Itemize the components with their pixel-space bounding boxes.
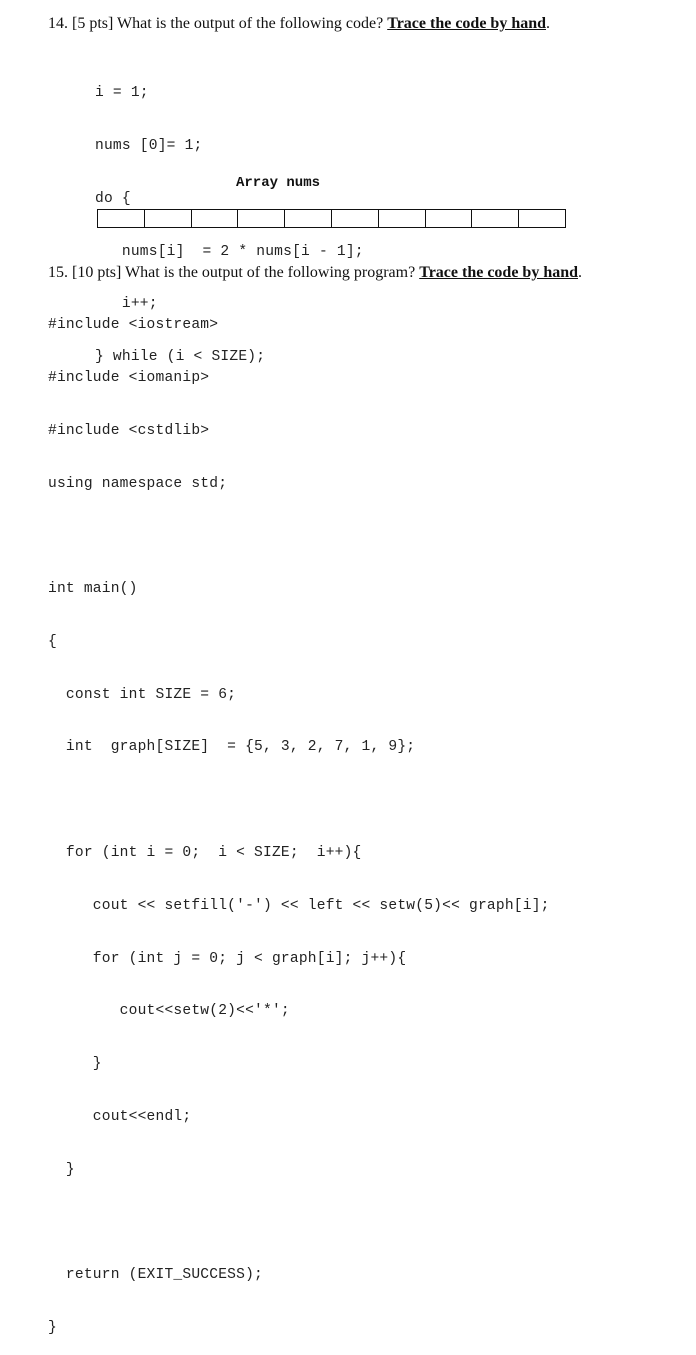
question-15-prompt: What is the output of the following program? [125, 264, 416, 281]
code-line: return (EXIT_SUCCESS); [48, 1267, 263, 1284]
question-14-heading [48, 14, 550, 33]
question-15-points: [10 pts] [72, 264, 122, 281]
array-cell[interactable] [192, 210, 239, 227]
array-cell[interactable] [472, 210, 519, 227]
code-line: #include <iostream> [48, 317, 219, 334]
code-line: i = 1; [95, 85, 149, 102]
code-line: } while (i < SIZE); [95, 349, 266, 366]
question-15-heading [48, 263, 582, 282]
question-15-number: 15. [48, 264, 68, 281]
question-14-points: [5 pts] [72, 15, 114, 32]
question-15-period: . [578, 264, 583, 281]
code-line: for (int i = 0; i < SIZE; i++){ [48, 845, 362, 861]
code-line: } [48, 1056, 102, 1073]
array-cell[interactable] [379, 210, 426, 227]
array-cell[interactable] [285, 210, 332, 227]
code-line: cout << setfill('-') << left << setw(5)<< graph[i]; [48, 897, 550, 914]
code-line: nums [0]= 1; [95, 137, 203, 154]
array-cell[interactable] [332, 210, 379, 227]
code-line [48, 1214, 550, 1232]
code-line: i++; [95, 296, 158, 313]
array-cell[interactable] [98, 210, 145, 227]
code-line [48, 528, 550, 546]
code-line: for (int j = 0; j < graph[i]; j++){ [48, 950, 407, 967]
code-line: { [48, 633, 57, 650]
code-line: } [48, 1161, 75, 1178]
array-cell[interactable] [145, 210, 192, 227]
question-14-number: 14. [48, 15, 68, 32]
array-nums-label: Array nums [236, 175, 321, 191]
code-line: const int SIZE = 6; [48, 686, 237, 703]
array-cell[interactable] [238, 210, 285, 227]
code-line: cout<<setw(2)<<'*'; [48, 1003, 290, 1020]
code-line: using namespace std; [48, 475, 228, 492]
code-line: #include <cstdlib> [48, 422, 210, 439]
question-15-code-block [48, 282, 550, 1355]
array-nums-answer-table [97, 209, 566, 228]
question-15-instruction: Trace the code by hand [419, 264, 579, 281]
code-line: nums[i] = 2 * nums[i - 1]; [95, 243, 364, 260]
question-14-instruction: Trace the code by hand [387, 15, 547, 32]
question-14-period: . [546, 15, 551, 32]
array-cell[interactable] [519, 210, 565, 227]
code-line: do { [95, 190, 131, 207]
array-cell[interactable] [426, 210, 473, 227]
code-line: int main() [48, 581, 138, 598]
question-14-prompt: What is the output of the following code? [117, 15, 384, 32]
code-line: cout<<endl; [48, 1108, 192, 1125]
code-line: int graph[SIZE] = {5, 3, 2, 7, 1, 9}; [48, 739, 416, 756]
code-line [48, 792, 550, 810]
code-line: } [48, 1320, 57, 1337]
code-line: #include <iomanip> [48, 369, 210, 386]
